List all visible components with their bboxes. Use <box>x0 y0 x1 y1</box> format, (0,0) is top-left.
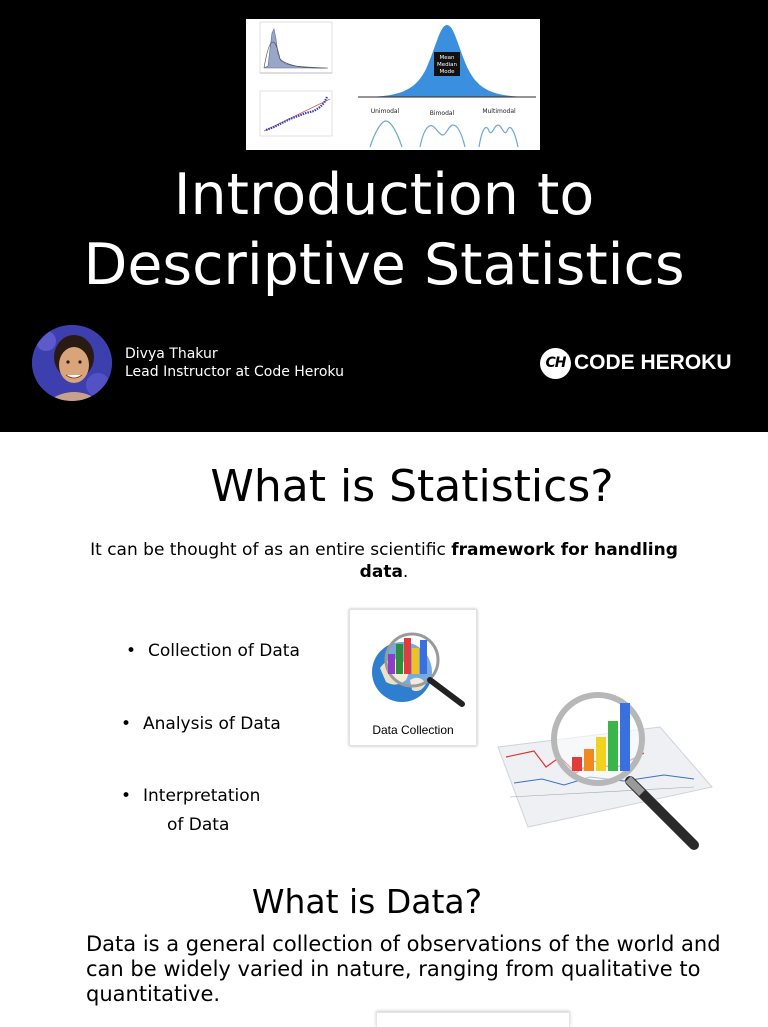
title-slide <box>0 0 768 432</box>
data-heading: What is Data? <box>251 882 483 921</box>
presenter-avatar <box>32 325 112 401</box>
data-collection-caption: Data Collection <box>372 723 454 737</box>
bullet-text: Collection of Data <box>148 641 300 661</box>
magnifier-chart-illustration <box>494 687 720 857</box>
bimodal-label: Bimodal <box>429 110 455 117</box>
statistics-slide <box>0 432 768 1024</box>
bell-label-median: Median <box>436 62 458 68</box>
probability-plot-thumbnail <box>260 91 332 136</box>
bullet-marker: • <box>121 786 132 806</box>
bimodal-curve <box>420 125 465 147</box>
presenter-info <box>125 345 344 381</box>
unimodal-curve <box>370 121 402 147</box>
data-collection-image <box>349 609 477 746</box>
next-slide-image-edge <box>376 1012 570 1027</box>
presenter-role: Lead Instructor at Code Heroku <box>125 364 344 380</box>
statistics-heading: What is Statistics? <box>210 461 614 512</box>
bullet-continuation: of Data <box>167 815 230 835</box>
description-plain: It can be thought of as an entire scientific <box>90 540 452 560</box>
bullet-marker: • <box>126 641 137 661</box>
bell-label-mean: Mean <box>439 55 455 61</box>
multimodal-curve <box>479 125 518 147</box>
bullet-text: Analysis of Data <box>143 714 281 734</box>
brand-logo <box>540 346 732 380</box>
unimodal-label: Unimodal <box>370 108 400 115</box>
presentation-title <box>0 160 768 300</box>
statistics-collage-image <box>246 19 540 150</box>
bell-curve <box>358 25 536 97</box>
title-line-2: Descriptive Statistics <box>83 232 685 298</box>
brand-badge-icon: CH <box>540 348 571 379</box>
title-line-1: Introduction to <box>173 162 595 228</box>
brand-name: CODE HEROKU <box>574 351 732 374</box>
bullet-interpretation <box>121 782 260 840</box>
bullet-collection <box>126 637 300 666</box>
bullet-text: Interpretation <box>143 786 261 806</box>
statistics-description <box>84 539 684 583</box>
description-end: . <box>402 562 409 582</box>
description-bold: framework for handling data <box>359 540 678 582</box>
presenter-name: Divya Thakur <box>125 346 218 362</box>
bullet-analysis <box>121 710 281 739</box>
bullet-marker: • <box>121 714 132 734</box>
multimodal-label: Multimodal <box>482 108 516 115</box>
histogram-thumbnail <box>260 22 332 73</box>
bell-label-mode: Mode <box>439 69 455 75</box>
data-description: Data is a general collection of observations of the world and can be widely varied in nature, ranging from qualitative to quantitative. <box>86 932 721 1006</box>
